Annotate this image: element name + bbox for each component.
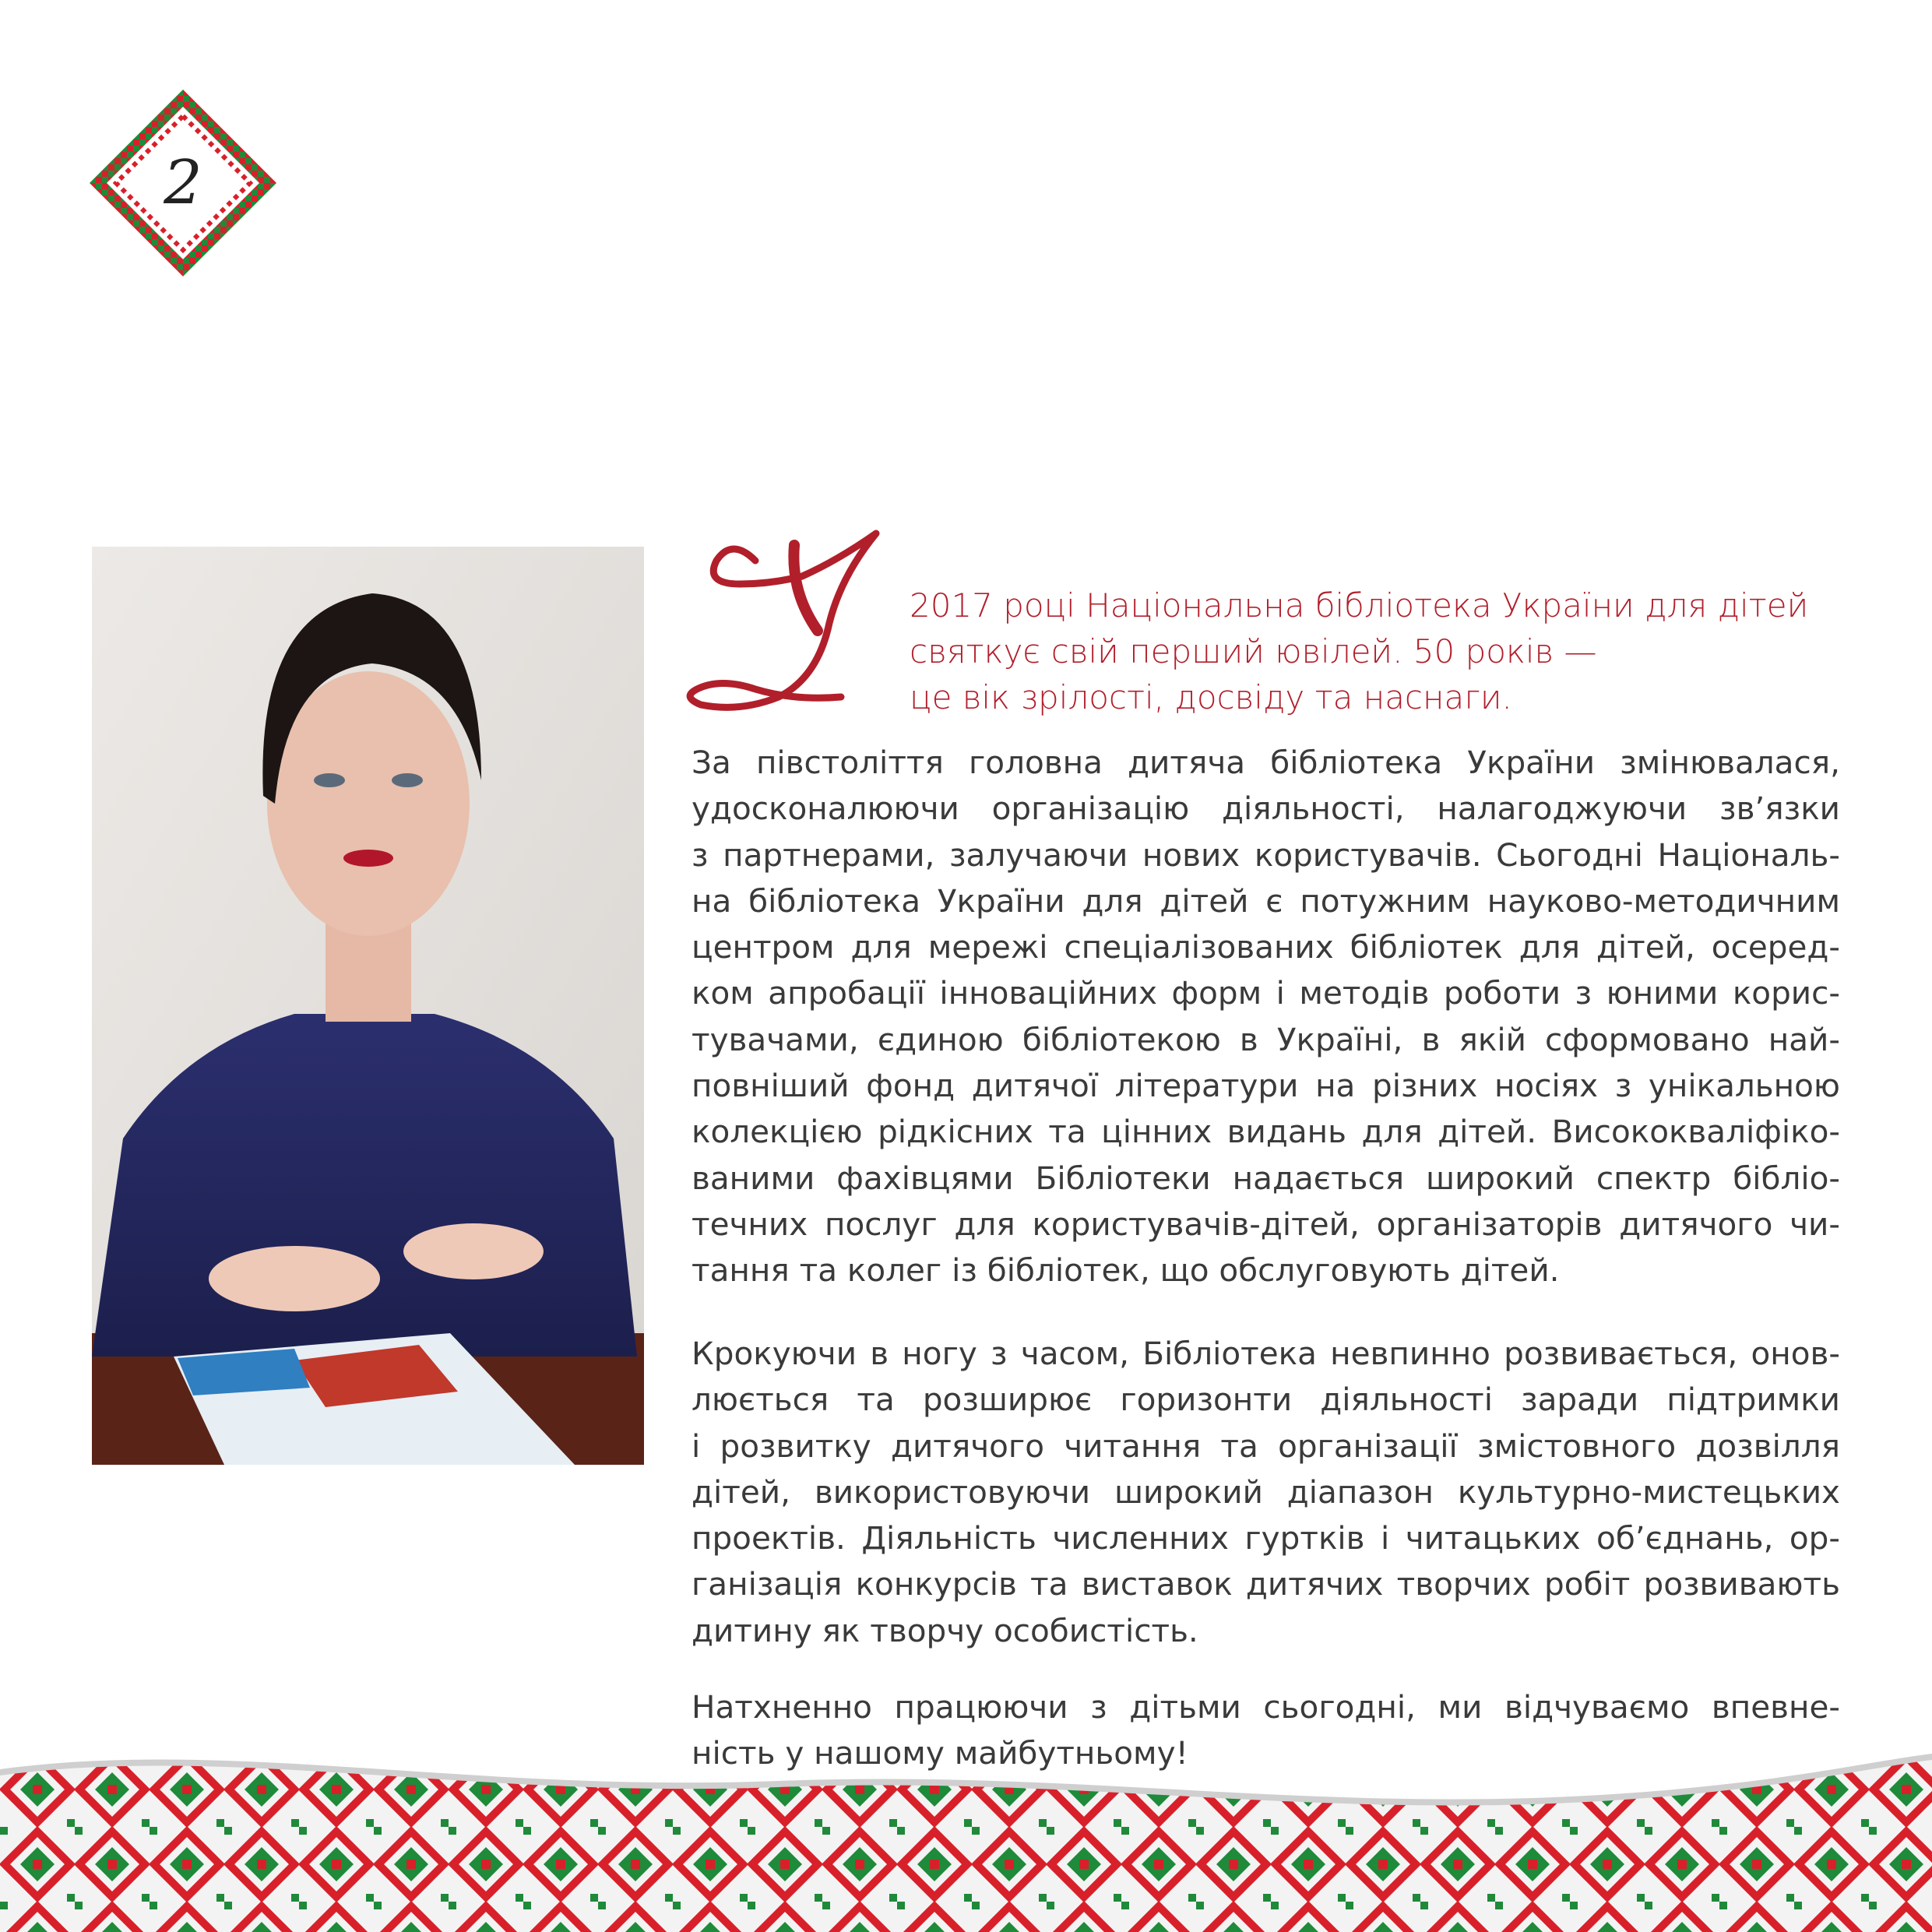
portrait-photo — [92, 547, 644, 1465]
text-line: повніший фонд дитячої літератури на різних носіях з унікальною — [692, 1067, 1840, 1105]
text-line: тувачами, єдиною бібліотекою в Україні, в якій сформовано най- — [692, 1020, 1840, 1058]
text-line: тання та колег із бібліотек, що обслуговують дітей. — [692, 1251, 1560, 1290]
text-line: люється та розширює горизонти діяльності заради підтримки — [692, 1381, 1840, 1419]
text-line: ваними фахівцями Бібліотеки надається широкий спектр бібліо- — [692, 1159, 1840, 1197]
text-line: ком апробації інноваційних форм і методів роботи з юними корис- — [692, 974, 1840, 1012]
intro-line: 2017 році Національна бібліотека України для дітей — [910, 586, 1809, 625]
text-line: удосконалюючи організацію діяльності, налагоджуючи зв’язки — [692, 790, 1840, 828]
text-line: з партнерами, залучаючи нових користувачів. Сьогодні Національ- — [692, 836, 1840, 874]
intro-line: це вік зрілості, досвіду та наснаги. — [910, 678, 1512, 716]
text-line: За півстоліття головна дитяча бібліотека України змінювалася, — [692, 744, 1840, 781]
text-line: дитину як творчу особистість. — [692, 1611, 1198, 1649]
paragraph-1 — [692, 740, 1840, 1294]
text-line: проектів. Діяльність численних гуртків і читацьких об’єднань, ор- — [692, 1519, 1840, 1557]
text-line: Крокуючи в ногу з часом, Бібліотека невпинно розвивається, онов- — [692, 1335, 1840, 1372]
text-line: центром для мережі спеціалізованих бібліотек для дітей, осеред- — [692, 928, 1840, 966]
embroidery-border-icon — [0, 1752, 1932, 1932]
page-number: 2 — [164, 148, 202, 218]
text-line: ганізація конкурсів та виставок дитячих творчих робіт розвивають — [692, 1565, 1840, 1603]
text-line: ність у нашому майбутньому! — [692, 1734, 1188, 1772]
text-line: і розвитку дитячого читання та організації змістовного дозвілля — [692, 1427, 1840, 1465]
text-line: дітей, використовуючи широкий діапазон культурно-мистецьких — [692, 1473, 1840, 1511]
paragraph-2 — [692, 1331, 1840, 1654]
intro-text — [910, 582, 1844, 720]
text-line: на бібліотека України для дітей є потужним науково-методичним — [692, 882, 1840, 920]
text-line: течних послуг для користувачів-дітей, організаторів дитячого чи- — [692, 1205, 1840, 1243]
page-number-badge — [90, 90, 276, 276]
dropcap-letter-u — [685, 530, 888, 740]
text-line: колекцією рідкісних та цінних видань для дітей. Висококваліфіко- — [692, 1113, 1840, 1151]
intro-line: святкує свій перший ювілей. 50 років — — [910, 632, 1597, 670]
text-line: Натхненно працюючи з дітьми сьогодні, ми відчуваємо впевне- — [692, 1688, 1840, 1726]
